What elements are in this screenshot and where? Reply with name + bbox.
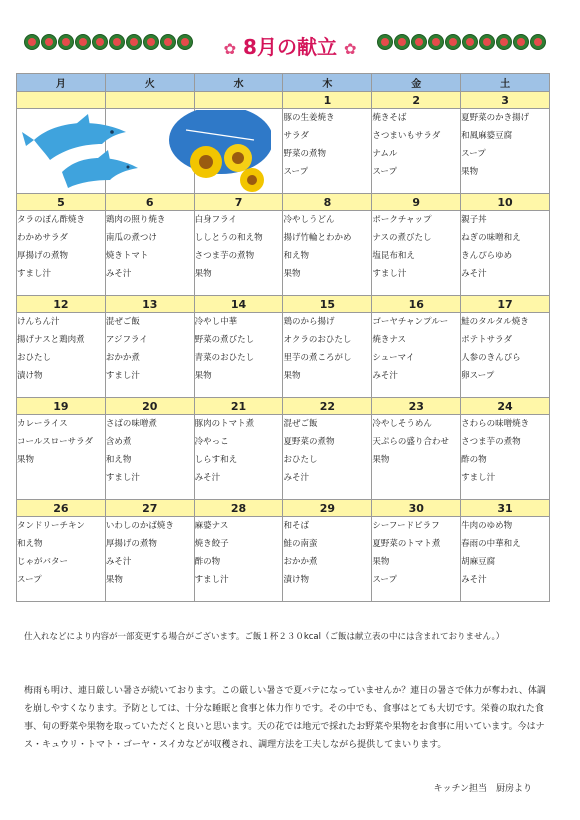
menu-item: おひたし — [283, 455, 318, 465]
dolphin-eye-icon — [127, 166, 130, 169]
menu-item: 果物 — [372, 455, 390, 465]
sunflower-icon — [190, 146, 222, 178]
menu-item: 夏野菜のトマト煮 — [372, 539, 441, 549]
menu-item: 白身フライ — [194, 215, 237, 225]
menu-item: スープ — [372, 167, 397, 177]
menu-cell — [372, 211, 461, 296]
menu-cell — [105, 517, 194, 602]
menu-cell — [461, 109, 550, 194]
menu-item: スープ — [17, 575, 42, 585]
menu-cell — [283, 517, 372, 602]
dolphin-eye-icon — [110, 130, 114, 134]
menu-item: 豚の生姜焼き — [283, 113, 335, 123]
date-row — [17, 500, 550, 517]
date-cell: 2 — [372, 92, 461, 109]
date-cell: 28 — [194, 500, 283, 517]
watermelon-icon — [428, 34, 444, 50]
menu-item: 卵スープ — [461, 371, 495, 381]
date-cell: 8 — [283, 194, 372, 211]
date-cell: 6 — [105, 194, 194, 211]
menu-item: 親子丼 — [461, 215, 487, 225]
menu-item: みそ汁 — [105, 269, 132, 279]
date-cell: 29 — [283, 500, 372, 517]
sunflower-icon — [240, 168, 264, 192]
date-row — [17, 398, 550, 415]
date-cell: 14 — [194, 296, 283, 313]
weekday-header: 木 — [283, 74, 372, 92]
date-cell: 27 — [105, 500, 194, 517]
menu-item: 和え物 — [17, 539, 43, 549]
menu-item: みそ汁 — [105, 557, 132, 567]
dolphin-tail-icon — [22, 132, 34, 146]
menu-cell — [105, 415, 194, 500]
menu-cell — [372, 517, 461, 602]
menu-item: 南瓜の煮つけ — [105, 233, 157, 243]
date-cell: 23 — [372, 398, 461, 415]
date-cell: 9 — [372, 194, 461, 211]
menu-item: 揚げナスと鶏肉煮 — [17, 335, 85, 345]
watermelon-row-right — [377, 34, 546, 50]
menu-item: ししとうの和え物 — [194, 233, 263, 243]
menu-cell — [283, 415, 372, 500]
page-header — [0, 28, 580, 68]
watermelon-icon — [377, 34, 393, 50]
menu-item: シューマイ — [372, 353, 415, 363]
menu-cell — [17, 211, 106, 296]
date-cell: 7 — [194, 194, 283, 211]
menu-item: 果物 — [283, 269, 301, 279]
menu-item: 鶏のから揚げ — [283, 317, 335, 327]
dolphin-fin-icon — [76, 114, 90, 126]
menu-item: さわらの味噌焼き — [461, 419, 530, 429]
date-cell: 31 — [461, 500, 550, 517]
menu-item: 冷やっこ — [194, 437, 229, 447]
flower-icon: ✿ — [223, 40, 237, 58]
menu-item: 果物 — [372, 557, 390, 567]
menu-item: 厚揚げの煮物 — [105, 539, 157, 549]
menu-item: 和え物 — [105, 455, 132, 465]
menu-item: 果物 — [194, 371, 212, 381]
menu-item: じゃがバター — [17, 557, 69, 567]
date-cell: 20 — [105, 398, 194, 415]
watermelon-icon — [411, 34, 427, 50]
menu-cell — [194, 313, 283, 398]
menu-cell — [17, 313, 106, 398]
menu-item: 混ぜご飯 — [105, 317, 140, 327]
menu-item: 春雨の中華和え — [461, 539, 521, 549]
illustration-svg — [16, 110, 271, 194]
menu-item: スープ — [461, 149, 486, 159]
menu-item: 野菜の煮物 — [283, 149, 326, 159]
menu-item: カレーライス — [17, 419, 68, 429]
menu-item: 漬け物 — [17, 371, 43, 381]
menu-item: 焼きそば — [372, 113, 407, 123]
menu-item: 果物 — [461, 167, 479, 177]
menu-item: 混ぜご飯 — [283, 419, 318, 429]
menu-item: 冷やしうどん — [283, 215, 335, 225]
signature: キッチン担当 厨房より — [433, 784, 532, 794]
menu-item: サラダ — [283, 131, 309, 141]
date-cell: 22 — [283, 398, 372, 415]
flower-icon: ✿ — [343, 40, 357, 58]
menu-item: 焼きトマト — [105, 251, 149, 261]
menu-item: おひたし — [17, 353, 52, 363]
menu-item: スープ — [283, 167, 309, 177]
menu-item: けんちん汁 — [17, 317, 60, 327]
weekday-header: 月 — [17, 74, 106, 92]
weekday-header-row — [17, 74, 550, 92]
menu-item: 冷やしそうめん — [372, 419, 432, 429]
menu-item: みそ汁 — [372, 371, 398, 381]
dolphin-icon — [34, 123, 126, 160]
menu-item: 果物 — [105, 575, 123, 585]
menu-cell — [194, 211, 283, 296]
menu-item: ポークチャップ — [372, 215, 432, 225]
menu-item: 酢の物 — [461, 455, 487, 465]
watermelon-icon — [513, 34, 529, 50]
menu-item: 酢の物 — [194, 557, 221, 567]
menu-item: いわしのかば焼き — [105, 521, 174, 531]
date-cell: 15 — [283, 296, 372, 313]
menu-item: おかか煮 — [283, 557, 318, 567]
menu-item: ゴーヤチャンプルー — [372, 317, 449, 327]
menu-row — [17, 415, 550, 500]
menu-item: さつま芋の煮物 — [194, 251, 255, 261]
menu-item: 夏野菜の煮物 — [283, 437, 335, 447]
date-cell — [105, 92, 194, 109]
sunflower-icon — [224, 144, 252, 172]
date-row — [17, 296, 550, 313]
menu-row — [17, 313, 550, 398]
menu-cell — [17, 517, 106, 602]
menu-item: みそ汁 — [461, 575, 487, 585]
menu-item: すまし汁 — [105, 371, 140, 381]
date-cell: 13 — [105, 296, 194, 313]
date-cell: 21 — [194, 398, 283, 415]
menu-item: アジフライ — [105, 335, 148, 345]
menu-item: おかか煮 — [105, 353, 140, 363]
date-row — [17, 194, 550, 211]
menu-item: 牛肉のゆめ物 — [461, 521, 513, 531]
menu-item: 豚肉のトマト煮 — [194, 419, 255, 429]
title-text: 8月の献立 — [243, 35, 337, 59]
kitchen-message: 梅雨も明け、連日厳しい暑さが続いております。この厳しい暑さで夏バテになっていませんか？連日の暑さで体力が奪われ、体調を崩しやすくなります。予防としては、十分な睡眠と食事と体力作りです。その中でも、食事はとても大切です。栄養の取れた食事、旬の野菜や果物を取っていただくと良いと思います。天の花では地元で採れたお野菜や果物をお食事に用いています。今はナス・キュウリ・トマト・ゴーヤ・スイカなどが収穫され、調理方法を工夫しながら提供してまいります。 — [24, 686, 546, 750]
menu-item: すまし汁 — [17, 269, 52, 279]
date-cell: 17 — [461, 296, 550, 313]
date-cell: 12 — [17, 296, 106, 313]
menu-item: 和え物 — [283, 251, 309, 261]
date-cell: 30 — [372, 500, 461, 517]
menu-item: きんぴらゆめ — [461, 251, 513, 261]
menu-row — [17, 211, 550, 296]
watermelon-icon — [479, 34, 495, 50]
menu-cell — [461, 415, 550, 500]
date-cell: 19 — [17, 398, 106, 415]
menu-item: 野菜の煮びたし — [194, 335, 255, 345]
date-cell: 10 — [461, 194, 550, 211]
menu-item: みそ汁 — [283, 473, 309, 483]
menu-item: すまし汁 — [461, 473, 496, 483]
date-cell: 5 — [17, 194, 106, 211]
menu-item: 果物 — [17, 455, 35, 465]
menu-item: 焼きナス — [372, 335, 406, 345]
menu-change-note: 仕入れなどにより内容が一部変更する場合がございます。ご飯１杯２３０kcal（ご飯は献立表の中には含まれておりません。） — [24, 632, 505, 642]
menu-cell — [17, 415, 106, 500]
menu-item: 人参のきんぴら — [461, 353, 521, 363]
date-cell — [17, 92, 106, 109]
menu-item: 青菜のおひたし — [194, 353, 255, 363]
date-cell: 16 — [372, 296, 461, 313]
menu-item: ナムル — [372, 149, 398, 159]
watermelon-icon — [496, 34, 512, 50]
menu-item: 冷やし中華 — [194, 317, 238, 327]
menu-item: 和そば — [283, 521, 309, 531]
menu-item: 夏野菜のかき揚げ — [461, 113, 530, 123]
weekday-header: 土 — [461, 74, 550, 92]
menu-item: 天ぷらの盛り合わせ — [372, 437, 449, 447]
menu-item: 鶏肉の照り焼き — [105, 215, 166, 225]
menu-item: 厚揚げの煮物 — [17, 251, 69, 261]
menu-cell — [283, 211, 372, 296]
date-cell: 3 — [461, 92, 550, 109]
menu-item: タンドリーチキン — [17, 521, 85, 531]
menu-item: オクラのおひたし — [283, 335, 352, 345]
menu-cell — [105, 211, 194, 296]
menu-cell — [461, 211, 550, 296]
watermelon-icon — [445, 34, 461, 50]
menu-item: 里芋の煮ころがし — [283, 353, 352, 363]
weekday-header: 水 — [194, 74, 283, 92]
menu-item: 和風麻婆豆腐 — [461, 131, 513, 141]
menu-item: すまし汁 — [105, 473, 140, 483]
menu-item: 鮭の南蛮 — [283, 539, 318, 549]
menu-cell — [194, 415, 283, 500]
menu-item: さつまいもサラダ — [372, 131, 441, 141]
menu-cell — [372, 313, 461, 398]
menu-item: ねぎの味噌和え — [461, 233, 521, 243]
menu-cell — [105, 313, 194, 398]
menu-cell — [461, 313, 550, 398]
menu-item: ナスの煮びたし — [372, 233, 432, 243]
menu-item: コールスローサラダ — [17, 437, 93, 447]
menu-cell — [372, 415, 461, 500]
date-cell: 26 — [17, 500, 106, 517]
date-row — [17, 92, 550, 109]
menu-item: しらす和え — [194, 455, 238, 465]
menu-item: さばの味噌煮 — [105, 419, 157, 429]
menu-item: すまし汁 — [372, 269, 407, 279]
menu-item: 焼き餃子 — [194, 539, 229, 549]
menu-item: 揚げ竹輪とわかめ — [283, 233, 352, 243]
menu-item: スープ — [372, 575, 397, 585]
dolphin-icon — [62, 158, 138, 188]
watermelon-icon — [394, 34, 410, 50]
menu-item: 果物 — [194, 269, 212, 279]
menu-item: シーフードピラフ — [372, 521, 440, 531]
weekday-header: 火 — [105, 74, 194, 92]
date-cell: 24 — [461, 398, 550, 415]
menu-item: 胡麻豆腐 — [461, 557, 496, 567]
watermelon-icon — [462, 34, 478, 50]
menu-item: 含め煮 — [105, 437, 132, 447]
menu-item: 塩昆布和え — [372, 251, 415, 261]
menu-item: すまし汁 — [194, 575, 229, 585]
menu-item: ポテトサラダ — [461, 335, 513, 345]
date-cell — [194, 92, 283, 109]
menu-cell — [283, 109, 372, 194]
menu-cell — [372, 109, 461, 194]
menu-cell — [194, 517, 283, 602]
menu-cell — [283, 313, 372, 398]
date-cell: 1 — [283, 92, 372, 109]
dolphin-sunflower-illustration — [16, 110, 271, 194]
menu-item: 鮭のタルタル焼き — [461, 317, 529, 327]
menu-item: 麻婆ナス — [194, 521, 229, 531]
menu-item: 果物 — [283, 371, 301, 381]
watermelon-icon — [530, 34, 546, 50]
menu-item: みそ汁 — [461, 269, 487, 279]
menu-item: 漬け物 — [283, 575, 309, 585]
menu-row — [17, 517, 550, 602]
weekday-header: 金 — [372, 74, 461, 92]
menu-cell — [461, 517, 550, 602]
menu-item: さつま芋の煮物 — [461, 437, 521, 447]
menu-item: わかめサラダ — [17, 233, 68, 243]
menu-item: みそ汁 — [194, 473, 221, 483]
menu-item: タラのぽん酢焼き — [17, 215, 86, 225]
